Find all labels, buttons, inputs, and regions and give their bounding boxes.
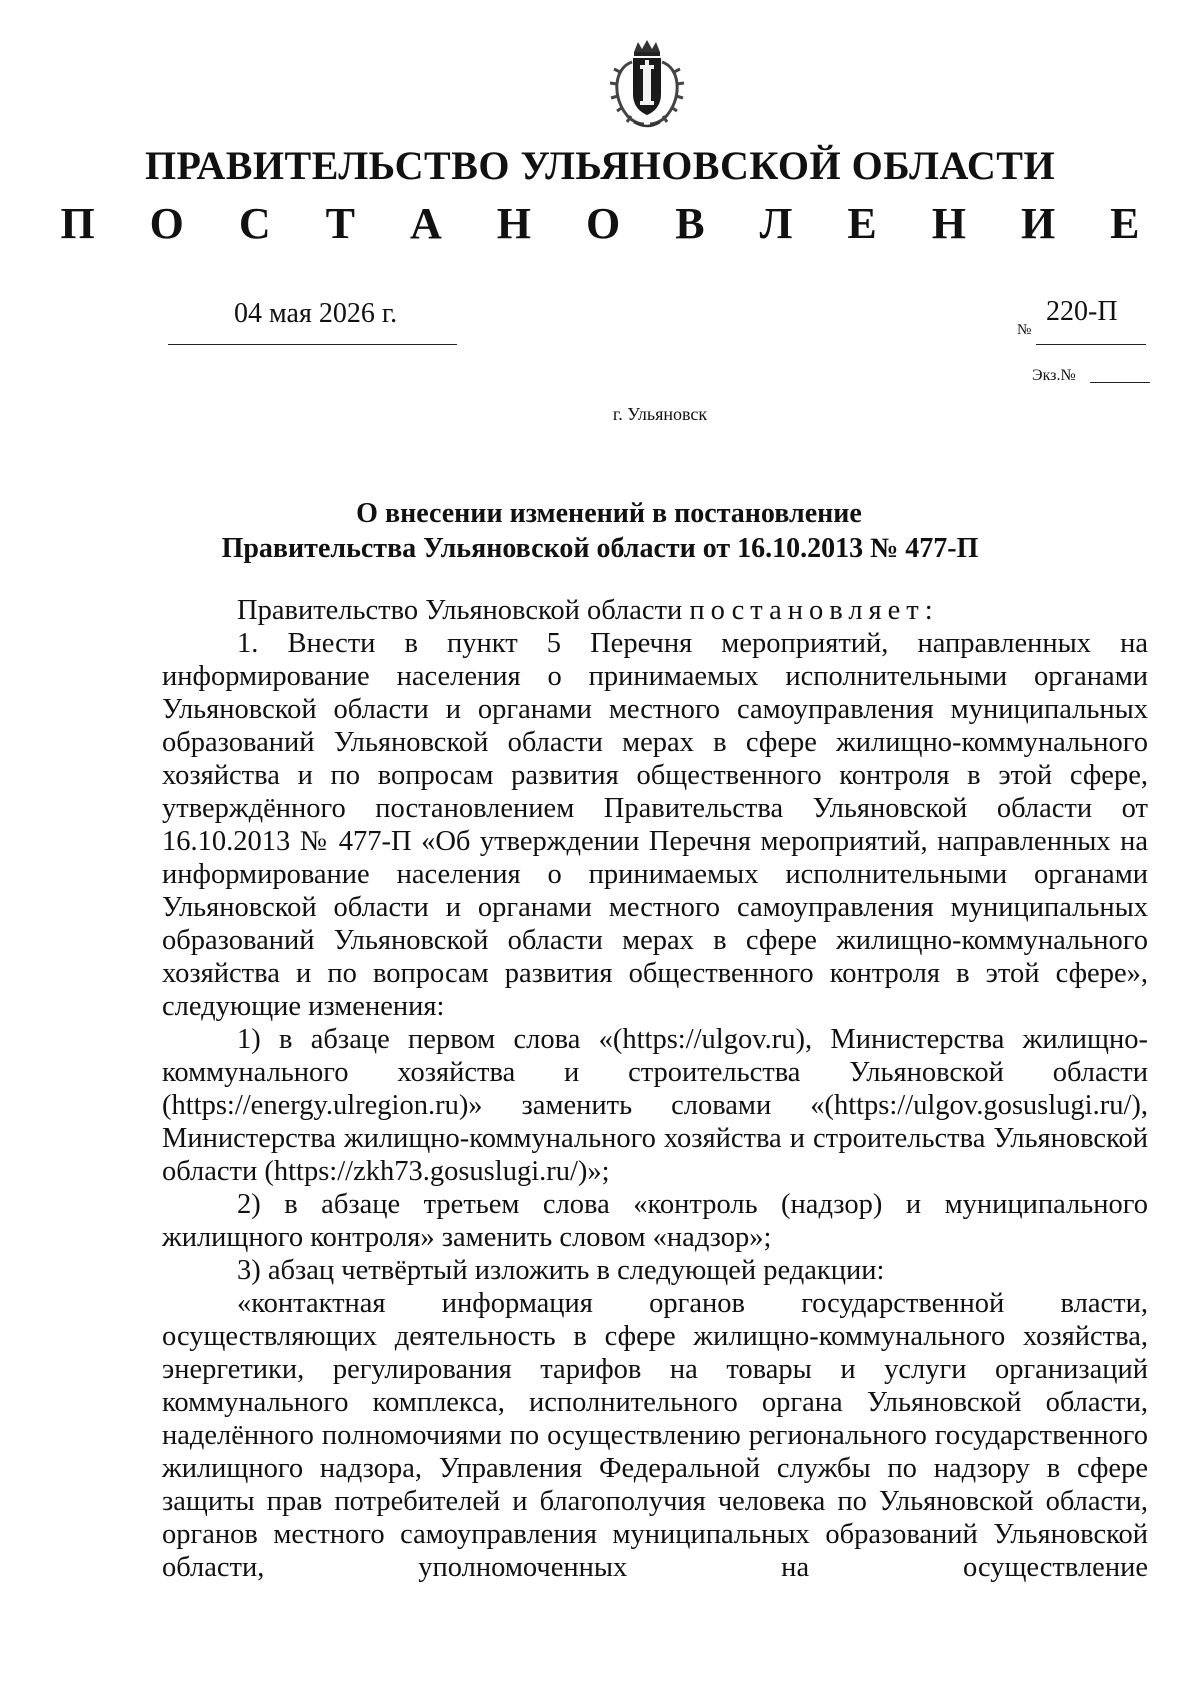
coat-of-arms-icon <box>604 38 690 130</box>
document-body <box>162 594 1148 1584</box>
body-paragraph-5: «контактная информация органов государственной власти, осуществляющих деятельность в сфере жилищно-коммунального хозяйства, энергетики, регулирования тарифов на товары и услуги организаций коммунального комплекса, исполнительного органа Ульяновской области, наделённого полномочиями по осуществлению регионального государственного жилищного надзора, Управления Федеральной службы по надзору в сфере защиты прав потребителей и благополучия человека по Ульяновской области, органов местного самоуправления муниципальных образований Ульяновской области, уполномоченных на осуществление <box>162 1288 1148 1583</box>
intro-decree-word: постановляет: <box>689 595 939 626</box>
issuing-authority: ПРАВИТЕЛЬСТВО УЛЬЯНОВСКОЙ ОБЛАСТИ <box>144 143 1056 188</box>
copy-number-label: Экз.№ <box>1032 367 1076 384</box>
copy-number-underline <box>1090 382 1150 383</box>
document-number: 220-П <box>1046 296 1118 327</box>
number-underline <box>1036 344 1146 345</box>
body-paragraph-1: 1. Внести в пункт 5 Перечня мероприятий, направленных на информирование населения о принимаемых исполнительными органами Ульяновской области и органами местного самоуправления муниципальных образований Ульяновской области мерах в сфере жилищно-коммунального хозяйства и по вопросам развития общественного контроля в этой сфере, утверждённого постановлением Правительства Ульяновской области от 16.10.2013 № 477-П «Об утверждении Перечня мероприятий, направленных на информирование населения о принимаемых исполнительными органами Ульяновской области и органами местного самоуправления муниципальных образований Ульяновской области мерах в сфере жилищно-коммунального хозяйства и по вопросам развития общественного контроля в этой сфере», следующие изменения: <box>162 628 1148 1022</box>
subject-line-1: О внесении изменений в постановление <box>356 498 862 529</box>
document-subject <box>0 496 1200 566</box>
body-paragraph-2: 1) в абзаце первом слова «(https://ulgov.ru), Министерства жилищно-коммунального хозяйства и строительства Ульяновской области (https://energy.ulregion.ru)» заменить словами «(https://ulgov.gosuslugi.ru/), Министерства жилищно-коммунального хозяйства и строительства Ульяновской области (https://zkh73.gosuslugi.ru/)»; <box>162 1024 1148 1187</box>
body-paragraph-3: 2) в абзаце третьем слова «контроль (надзор) и муниципального жилищного контроля» заменить словом «надзор»; <box>162 1189 1148 1253</box>
subject-line-2: Правительства Ульяновской области от 16.10.2013 № 477-П <box>221 533 979 564</box>
body-intro <box>162 594 1148 627</box>
city-name: г. Ульяновск <box>612 404 708 424</box>
body-paragraph-4: 3) абзац четвёртый изложить в следующей редакции: <box>237 1255 885 1286</box>
document-date: 04 мая 2026 г. <box>234 298 398 329</box>
number-sign: № <box>1017 322 1032 338</box>
intro-lead: Правительство Ульяновской области <box>237 595 690 626</box>
document-type: П О С Т А Н О В Л Е Н И Е <box>60 199 1162 248</box>
date-underline <box>168 344 457 345</box>
